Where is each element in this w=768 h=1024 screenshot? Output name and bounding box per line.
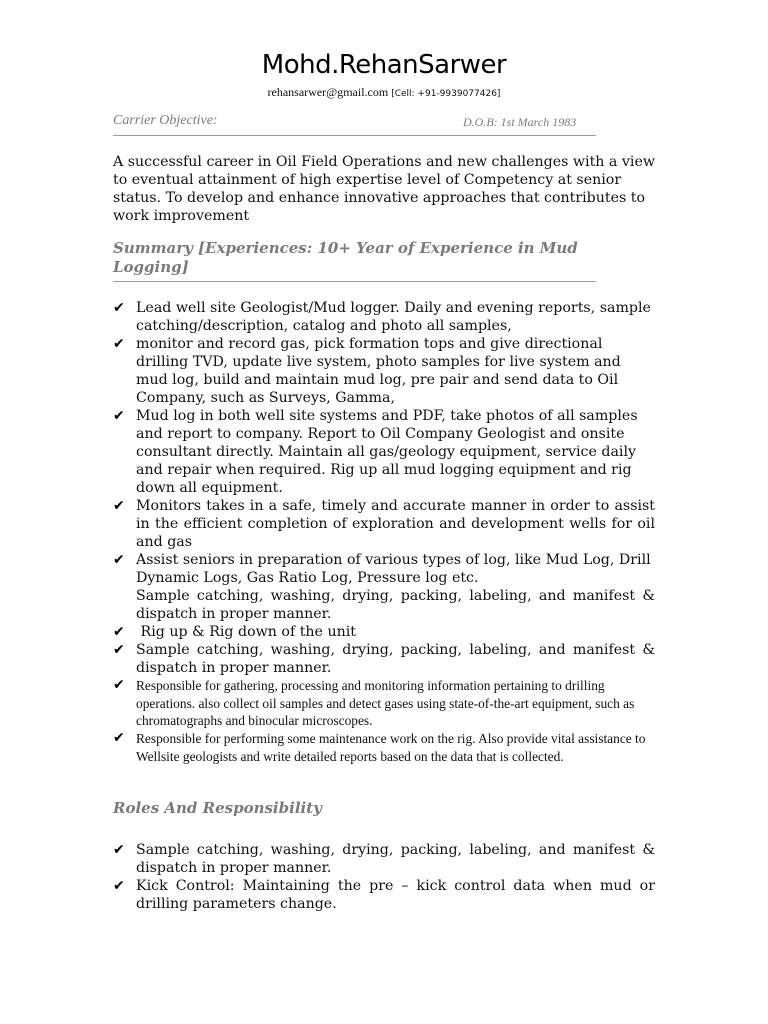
objective-header [113, 113, 596, 136]
objective-text: A successful career in Oil Field Operations and new challenges with a view to eventual attainment of high expertise level of Competency at senior status. To develop and enhance innovative approaches that contributes to work improvement [113, 154, 655, 224]
list-item: ✔ Lead well site Geologist/Mud logger. Daily and evening reports, sample catching/description, catalog and photo all samples, [113, 300, 651, 334]
list-item: ✔ Monitors takes in a safe, timely and accurate manner in order to assist in the efficient completion of exploration and development wells for oil and gas [113, 498, 655, 550]
checkmark-icon: ✔ [113, 677, 125, 693]
list-item: ✔ Sample catching, washing, drying, packing, labeling, and manifest & dispatch in proper manner. [113, 642, 655, 676]
objective-label: Carrier Objective: [113, 113, 218, 128]
summary-list [113, 299, 655, 766]
checkmark-icon: ✔ [113, 642, 125, 658]
cell-number: [Cell: +91-9939077426] [391, 89, 501, 99]
roles-list [113, 841, 655, 913]
checkmark-icon: ✔ [113, 408, 125, 424]
list-item: ✔ Responsible for performing some maintenance work on the rig. Also provide vital assistance to Wellsite geologists and write detailed reports based on the data that is collected. [113, 730, 646, 764]
dob-text: D.O.B: 1st March 1983 [463, 115, 577, 129]
email-text: rehansarwer@gmail.com [267, 85, 389, 99]
checkmark-icon: ✔ [113, 730, 125, 747]
checkmark-icon: ✔ [113, 552, 125, 568]
roles-title: Roles And Responsibility [113, 799, 322, 817]
checkmark-icon: ✔ [113, 300, 125, 316]
list-item: ✔ Mud log in both well site systems and PDF, take photos of all samples and report to company. Report to Oil Company Geologist and onsite consultant directly. Maintain all gas/geology equipment, service daily and repair when required. Rig up all mud logging equipment and rig down all equipment. [113, 408, 638, 496]
list-item: ✔ Responsible for gathering, processing and monitoring information pertaining to drilling operations. also collect oil samples and detect gases using state-of-the-art equipment, such as chromatographs and binocular microscopes. [113, 677, 635, 729]
checkmark-icon: ✔ [113, 878, 125, 894]
checkmark-icon: ✔ [113, 336, 125, 352]
checkmark-icon: ✔ [113, 624, 125, 640]
list-item: ✔ monitor and record gas, pick formation tops and give directional drilling TVD, update live system, photo samples for live system and mud log, build and maintain mud log, pre pair and send data to Oil Company, such as Surveys, Gamma, [113, 336, 621, 406]
list-item: ✔ Rig up & Rig down of the unit [113, 624, 356, 640]
summary-divider [113, 281, 596, 282]
list-item: ✔ Kick Control: Maintaining the pre – kick control data when mud or drilling parameters change. [113, 878, 655, 912]
list-item: ✔ Sample catching, washing, drying, packing, labeling, and manifest & dispatch in proper manner. [113, 842, 655, 876]
checkmark-icon: ✔ [113, 842, 125, 858]
checkmark-icon: ✔ [113, 498, 125, 514]
contact-line [0, 85, 768, 100]
list-item: ✔ Assist seniors in preparation of various types of log, like Mud Log, Drill Dynamic Logs, Gas Ratio Log, Pressure log etc. Sample catching, washing, drying, packing, labeling, and manifest & dispatch in proper manner. [113, 552, 655, 622]
summary-title: Summary [Experiences: 10+ Year of Experience in Mud Logging] [113, 239, 578, 276]
candidate-name: Mohd.RehanSarwer [261, 50, 507, 80]
